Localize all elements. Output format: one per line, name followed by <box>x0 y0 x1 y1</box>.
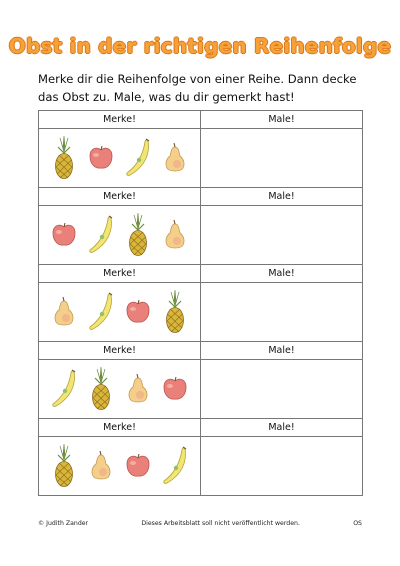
pineapple-icon <box>86 366 116 412</box>
banana-icon <box>49 366 79 412</box>
male-label: Male! <box>201 342 363 360</box>
memorize-cell <box>39 437 201 496</box>
merke-label: Merke! <box>39 265 201 283</box>
drawing-cell[interactable] <box>201 206 363 265</box>
instructions <box>38 70 368 106</box>
instructions-line-2: das Obst zu. Male, was du dir gemerkt hast! <box>38 90 295 104</box>
male-label: Male! <box>201 265 363 283</box>
pear-icon <box>123 366 153 412</box>
pear-icon <box>160 212 190 258</box>
merke-label: Merke! <box>39 419 201 437</box>
drawing-cell[interactable] <box>201 437 363 496</box>
fruit-grid <box>38 110 363 496</box>
fruit-row <box>39 437 363 496</box>
banana-icon <box>160 443 190 489</box>
header-row <box>39 419 363 437</box>
footer-notice: Dieses Arbeitsblatt soll nicht veröffentlicht werden. <box>141 520 300 527</box>
fruit-row <box>39 129 363 188</box>
instructions-line-1: Merke dir die Reihenfolge von einer Reihe. Dann decke <box>38 72 357 86</box>
apple-icon <box>123 443 153 489</box>
pear-icon <box>49 289 79 335</box>
merke-label: Merke! <box>39 188 201 206</box>
pineapple-icon <box>49 443 79 489</box>
drawing-cell[interactable] <box>201 283 363 342</box>
fruit-row <box>39 283 363 342</box>
header-row <box>39 111 363 129</box>
apple-icon <box>86 135 116 181</box>
memorize-cell <box>39 206 201 265</box>
fruit-row <box>39 206 363 265</box>
apple-icon <box>160 366 190 412</box>
header-row <box>39 188 363 206</box>
male-label: Male! <box>201 188 363 206</box>
banana-icon <box>123 135 153 181</box>
memorize-cell <box>39 129 201 188</box>
header-row <box>39 342 363 360</box>
apple-icon <box>49 212 79 258</box>
drawing-cell[interactable] <box>201 129 363 188</box>
memorize-cell <box>39 360 201 419</box>
page-title: Obst in der richtigen Reihenfolge <box>8 34 392 58</box>
male-label: Male! <box>201 419 363 437</box>
merke-label: Merke! <box>39 111 201 129</box>
male-label: Male! <box>201 111 363 129</box>
footer-copyright: © Judith Zander <box>38 520 89 527</box>
pineapple-icon <box>123 212 153 258</box>
merke-label: Merke! <box>39 342 201 360</box>
banana-icon <box>86 212 116 258</box>
drawing-cell[interactable] <box>201 360 363 419</box>
banana-icon <box>86 289 116 335</box>
memorize-cell <box>39 283 201 342</box>
footer <box>38 520 362 527</box>
pear-icon <box>86 443 116 489</box>
footer-code: OS <box>353 520 362 527</box>
pineapple-icon <box>49 135 79 181</box>
fruit-row <box>39 360 363 419</box>
pineapple-icon <box>160 289 190 335</box>
apple-icon <box>123 289 153 335</box>
pear-icon <box>160 135 190 181</box>
header-row <box>39 265 363 283</box>
